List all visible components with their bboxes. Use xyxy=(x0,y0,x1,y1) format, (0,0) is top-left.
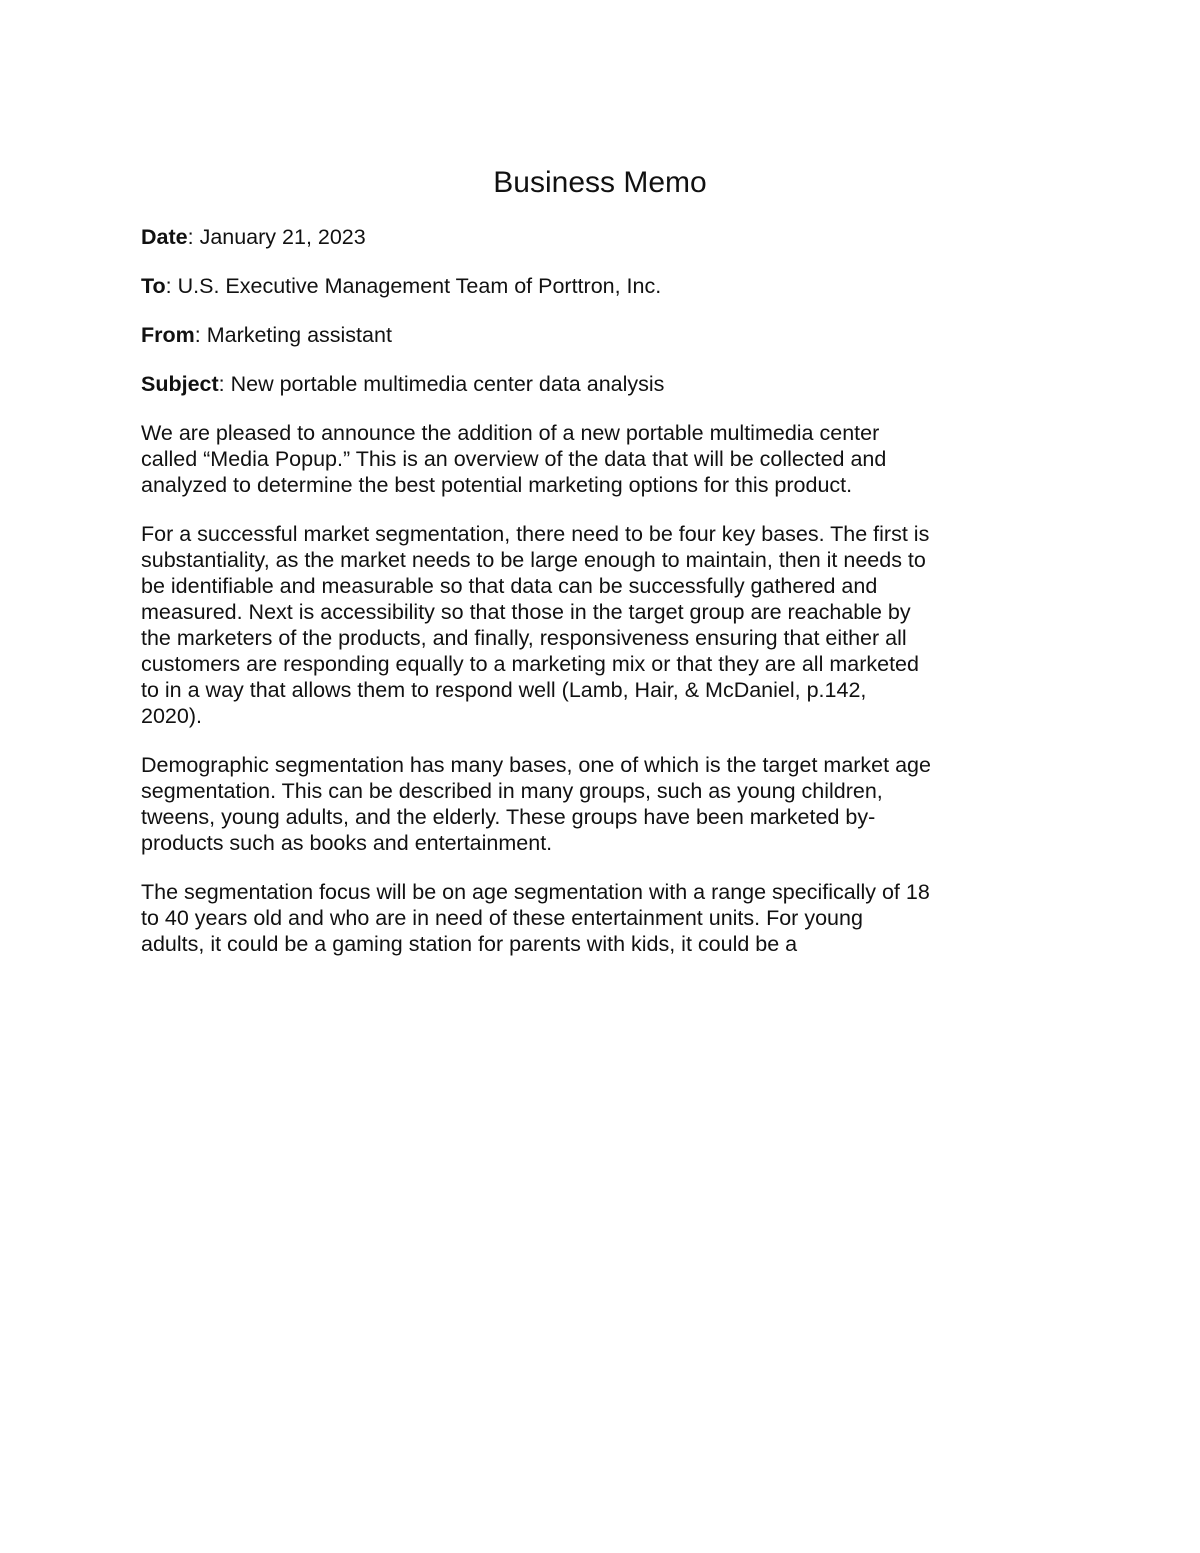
memo-field-from xyxy=(141,322,931,348)
memo-field-to xyxy=(141,273,931,299)
memo-field-subject xyxy=(141,371,931,397)
body-paragraph-demographic: Demographic segmentation has many bases, one of which is the target market age segmentation. This can be described in many groups, such as young children, tweens, young adults, and the elderly. These groups have been marketed by-products such as books and entertainment. xyxy=(141,753,931,855)
body-paragraph-focus: The segmentation focus will be on age segmentation with a range specifically of 18 to 40 years old and who are in need of these entertainment units. For young adults, it could be a gaming station for parents with kids, it could be a xyxy=(141,880,930,956)
date-value: January 21, 2023 xyxy=(199,225,366,249)
memo-title: Business Memo xyxy=(493,166,707,199)
memo-field-date xyxy=(141,224,931,250)
from-separator: : xyxy=(194,323,207,347)
subject-value: New portable multimedia center data analysis xyxy=(230,372,665,396)
date-label: Date xyxy=(141,225,188,249)
body-paragraph-intro: We are pleased to announce the addition of a new portable multimedia center called “Media Popup.” This is an overview of the data that will be collected and analyzed to determine the best potential marketing options for this product. xyxy=(141,421,887,497)
memo-content xyxy=(141,224,931,980)
from-label: From xyxy=(141,323,195,347)
to-separator: : xyxy=(165,274,178,298)
to-value: U.S. Executive Management Team of Porttron, Inc. xyxy=(177,274,662,298)
subject-label: Subject xyxy=(141,372,219,396)
subject-separator: : xyxy=(218,372,231,396)
date-separator: : xyxy=(187,225,200,249)
to-label: To xyxy=(141,274,166,298)
body-paragraph-segmentation-bases: For a successful market segmentation, there need to be four key bases. The first is substantiality, as the market needs to be large enough to maintain, then it needs to be identifiable and measurable so that data can be successfully gathered and measured. Next is accessibility so that those in the target group are reachable by the marketers of the products, and finally, responsiveness ensuring that either all customers are responding equally to a marketing mix or that they are all marketed to in a way that allows them to respond well (Lamb, Hair, & McDaniel, p.142, 2020). xyxy=(141,522,930,728)
from-value: Marketing assistant xyxy=(206,323,392,347)
